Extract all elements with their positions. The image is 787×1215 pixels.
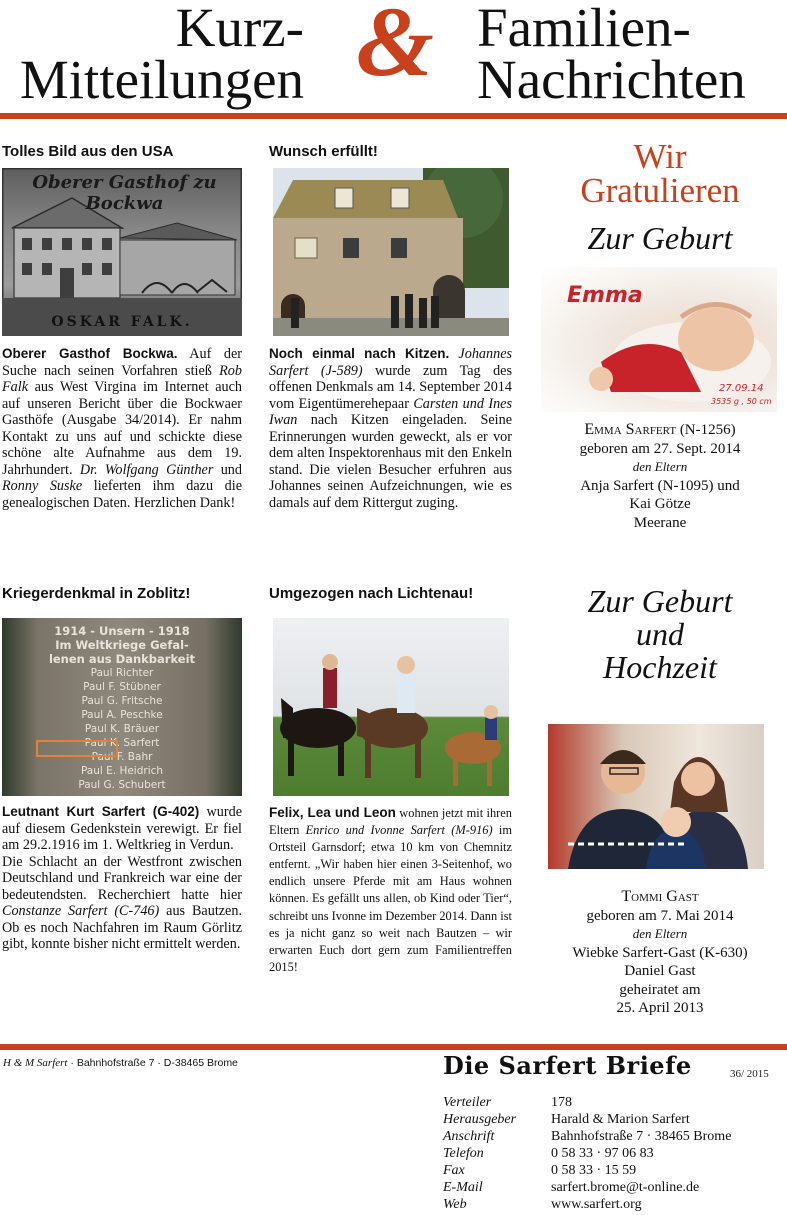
memorial-inscription xyxy=(32,624,212,792)
masthead-left xyxy=(19,0,304,110)
heading-geburt-line2: und xyxy=(636,616,684,652)
horses-illustration xyxy=(273,618,509,796)
masthead-mitteilungen: Mitteilungen xyxy=(19,49,304,110)
memorial-line: 1914 - Unsern - 1918 xyxy=(54,624,190,638)
memorial-line: Paul K. Bräuer xyxy=(84,723,160,735)
imprint-value: Harald & Marion Sarfert xyxy=(551,1112,690,1127)
masthead-kurz: Kurz- xyxy=(175,0,304,58)
wedding-father: Daniel Gast xyxy=(624,963,696,979)
masthead-nachrichten: Nachrichten xyxy=(477,49,746,110)
article-gasthof-name: Rob Falk xyxy=(2,362,242,395)
footer-address xyxy=(3,1057,238,1069)
photo-caption-bottom: OSKAR FALK. xyxy=(51,314,193,330)
heading-zur-geburt: Zur Geburt xyxy=(587,220,733,256)
imprint-label: Telefon xyxy=(443,1146,484,1161)
imprint-row xyxy=(443,1145,773,1162)
congrats-gratulieren: Gratulieren xyxy=(580,171,740,210)
baby-name-overlay: Emma xyxy=(567,283,643,308)
imprint-value: www.sarfert.org xyxy=(551,1197,642,1212)
imprint xyxy=(443,1094,773,1213)
memorial-line: Im Weltkriege Gefal- xyxy=(55,638,189,652)
article-kurt-text: Die Schlacht an der Westfront zwischen Deutschland und Frankreich war eine der bedeutendsten. Recherchiert hatte hier xyxy=(2,853,242,903)
imprint-row xyxy=(443,1196,773,1213)
memorial-line: Paul G. Schubert xyxy=(78,779,166,791)
imprint-label: Herausgeber xyxy=(443,1112,517,1127)
headline-wunsch: Wunsch erfüllt! xyxy=(269,143,378,160)
masthead-right xyxy=(477,0,746,110)
wedding-eltern-label: den Eltern xyxy=(632,926,688,941)
photo-caption-top: Oberer Gasthof zu Bockwa xyxy=(32,172,217,214)
birth-id: (N-1256) xyxy=(676,422,736,438)
article-kurt-name: Constanze Sarfert (C-746) xyxy=(2,903,160,919)
birth-father: Kai Götze xyxy=(629,496,691,512)
wedding-married-label: geheiratet am xyxy=(619,981,701,998)
imprint-label: Anschrift xyxy=(443,1129,495,1144)
birth-date: geboren am 27. Sept. 2014 xyxy=(579,440,741,457)
article-lichtenau-text: im Ortsteil Garnsdorf; etwa 10 km von Chemnitz entfernt. „Wir haben hier einen 3-Seitenhof, wo endlich unsere Pferde mit am Haus wohnen können. Es gefällt uns allen, ob Kind oder Tier“, schreibt uns Ivonne im Dezember 2014. Dann ist es ja nicht ganz so weit nach Bautzen – wir erwarten Euch dort gern zum Familientreffen 2015! xyxy=(269,823,512,974)
imprint-row xyxy=(443,1111,773,1128)
photo-gasthof-bockwa xyxy=(2,168,242,336)
article-gasthof-text: aus West Virgina im Internet auch auf unseren Bericht über die Bockwaer Gasthöfe (Ausgabe 34/2014). Er nahm Kontakt zu uns auf und schickte diese schöne alte Aufnahme aus dem 19. Jahrhundert. xyxy=(2,379,242,478)
wedding-birth-date: geboren am 7. Mai 2014 xyxy=(586,907,734,924)
memorial-line: lenen aus Dankbarkeit xyxy=(48,652,196,666)
heading-geburt-line3: Hochzeit xyxy=(603,649,717,685)
imprint-label: Web xyxy=(443,1197,467,1212)
headline-zoblitz: Kriegerdenkmal in Zoblitz! xyxy=(2,585,191,602)
top-divider xyxy=(0,113,787,119)
birth-announcement xyxy=(545,421,775,532)
memorial-line: Paul Richter xyxy=(90,667,154,679)
article-lichtenau-name: Enrico und Ivonne Sarfert (M-916) xyxy=(305,823,493,838)
article-lichtenau-lead: Felix, Lea und Leon xyxy=(269,805,396,820)
imprint-value: 178 xyxy=(551,1095,572,1110)
article-kitzen-name: Carsten und Ines Iwan xyxy=(269,395,512,428)
photo-inspektorenhaus xyxy=(273,168,509,336)
wedding-date: 25. April 2013 xyxy=(616,1000,704,1016)
masthead-familien: Familien- xyxy=(477,0,691,58)
congrats-heading xyxy=(545,137,775,210)
article-kurt-text: wurde auf diesem Gedenkstein verewigt. Er fiel am 29.2.1916 im 1. Weltkrieg in Verdun. xyxy=(2,804,242,853)
memorial-line: Paul A. Peschke xyxy=(81,709,163,721)
article-gasthof-text: Auf der Suche nach seinen Vorfahren stieß xyxy=(2,346,242,379)
imprint-label: Fax xyxy=(443,1163,465,1178)
memorial-highlight-box xyxy=(36,740,118,757)
headline-usa: Tolles Bild aus den USA xyxy=(2,143,174,160)
birth-eltern-label: den Eltern xyxy=(632,459,688,474)
memorial-line: Paul F. Stübner xyxy=(83,681,161,693)
birth-town: Meerane xyxy=(633,514,687,531)
baby-date-overlay: 27.09.14 xyxy=(719,383,764,394)
article-gasthof-text: lieferten ihm dazu die genealogischen Daten. Herzlichen Dank! xyxy=(2,478,242,511)
article-kurt-lead: Leutnant Kurt Sarfert (G-402) xyxy=(2,804,200,819)
article-lichtenau xyxy=(269,804,512,976)
memorial-line: Paul G. Fritsche xyxy=(81,695,163,707)
masthead-ampersand: & xyxy=(356,0,434,97)
imprint-row xyxy=(443,1162,773,1179)
imprint-value: 0 58 33 · 15 59 xyxy=(551,1163,637,1178)
family-illustration xyxy=(548,724,764,869)
congrats-wir: Wir xyxy=(633,137,687,176)
imprint-label: E-Mail xyxy=(443,1180,483,1195)
article-kurt-sarfert xyxy=(2,804,242,953)
heading-geburt-line1: Zur Geburt xyxy=(587,583,733,619)
article-gasthof-name: Ronny Suske xyxy=(2,478,83,494)
article-gasthof xyxy=(2,346,242,511)
birth-name: Emma Sarfert xyxy=(584,421,677,438)
photo-pferde xyxy=(273,618,509,796)
baby-stats-overlay: 3535 g , 50 cm xyxy=(711,397,772,406)
wedding-mother: Wiebke Sarfert-Gast (K-630) xyxy=(572,944,748,961)
memorial-line: Paul E. Heidrich xyxy=(80,765,164,777)
memorial-line: Paul F. Bahr xyxy=(91,751,153,763)
photo-kriegerdenkmal xyxy=(2,618,242,796)
footer-initials: H & M Sarfert xyxy=(3,1057,68,1069)
article-lichtenau-text: wohnen jetzt mit ihren Eltern xyxy=(269,806,513,838)
issue-number: 36/ 2015 xyxy=(730,1068,769,1080)
wedding-announcement xyxy=(545,888,775,1018)
article-kitzen-lead: Noch einmal nach Kitzen. xyxy=(269,346,450,361)
imprint-value: sarfert.brome@t-online.de xyxy=(551,1180,700,1195)
imprint-value: 0 58 33 · 97 06 83 xyxy=(551,1146,654,1161)
imprint-row xyxy=(443,1128,773,1145)
imprint-value: Bahnhofstraße 7 · 38465 Brome xyxy=(551,1129,732,1144)
article-kitzen xyxy=(269,346,512,511)
newsletter-title: Die Sarfert Briefe xyxy=(443,1051,692,1080)
footer-street: · Bahnhofstraße 7 · D-38465 Brome xyxy=(67,1057,238,1069)
article-kitzen-text: wurde zum Tag des offenen Denkmals am 14. September 2014 vom Eigentümerehepaar xyxy=(269,362,512,412)
birth-parents: Anja Sarfert (N-1095) und xyxy=(580,477,740,494)
headline-lichtenau: Umgezogen nach Lichtenau! xyxy=(269,585,474,602)
article-kitzen-text: nach Kitzen eingeladen. Seine Erinnerungen wurden geweckt, als er vor dem alten Inspektorenhaus mit den Enkeln stand. Die vielen Besucher erfuhren aus Johannes seinen Aufzeichnungen, wie es damals auf dem Rittergut zuging. xyxy=(269,412,512,511)
bottom-divider xyxy=(0,1044,787,1050)
inspektorenhaus-illustration xyxy=(273,168,509,336)
masthead xyxy=(0,0,787,115)
photo-familie-gast xyxy=(548,724,764,869)
imprint-row xyxy=(443,1094,773,1111)
article-gasthof-name: Dr. Wolfgang Günther xyxy=(79,461,214,478)
article-gasthof-text: und xyxy=(213,461,242,478)
article-kurt-text: aus Bautzen. Ob es noch Nachfahren im Raum Görlitz gibt, konnte bisher nicht ermittelt werden. xyxy=(2,903,242,952)
article-gasthof-lead: Oberer Gasthof Bockwa. xyxy=(2,346,178,361)
imprint-label: Verteiler xyxy=(443,1095,492,1110)
wedding-name: Tommi Gast xyxy=(621,888,699,905)
imprint-row xyxy=(443,1179,773,1196)
photo-baby-emma xyxy=(541,267,777,412)
heading-geburt-hochzeit xyxy=(545,585,775,684)
memorial-line: Paul K. Sarfert xyxy=(84,737,160,749)
article-kitzen-name: Johannes Sarfert (J-589) xyxy=(269,346,513,379)
